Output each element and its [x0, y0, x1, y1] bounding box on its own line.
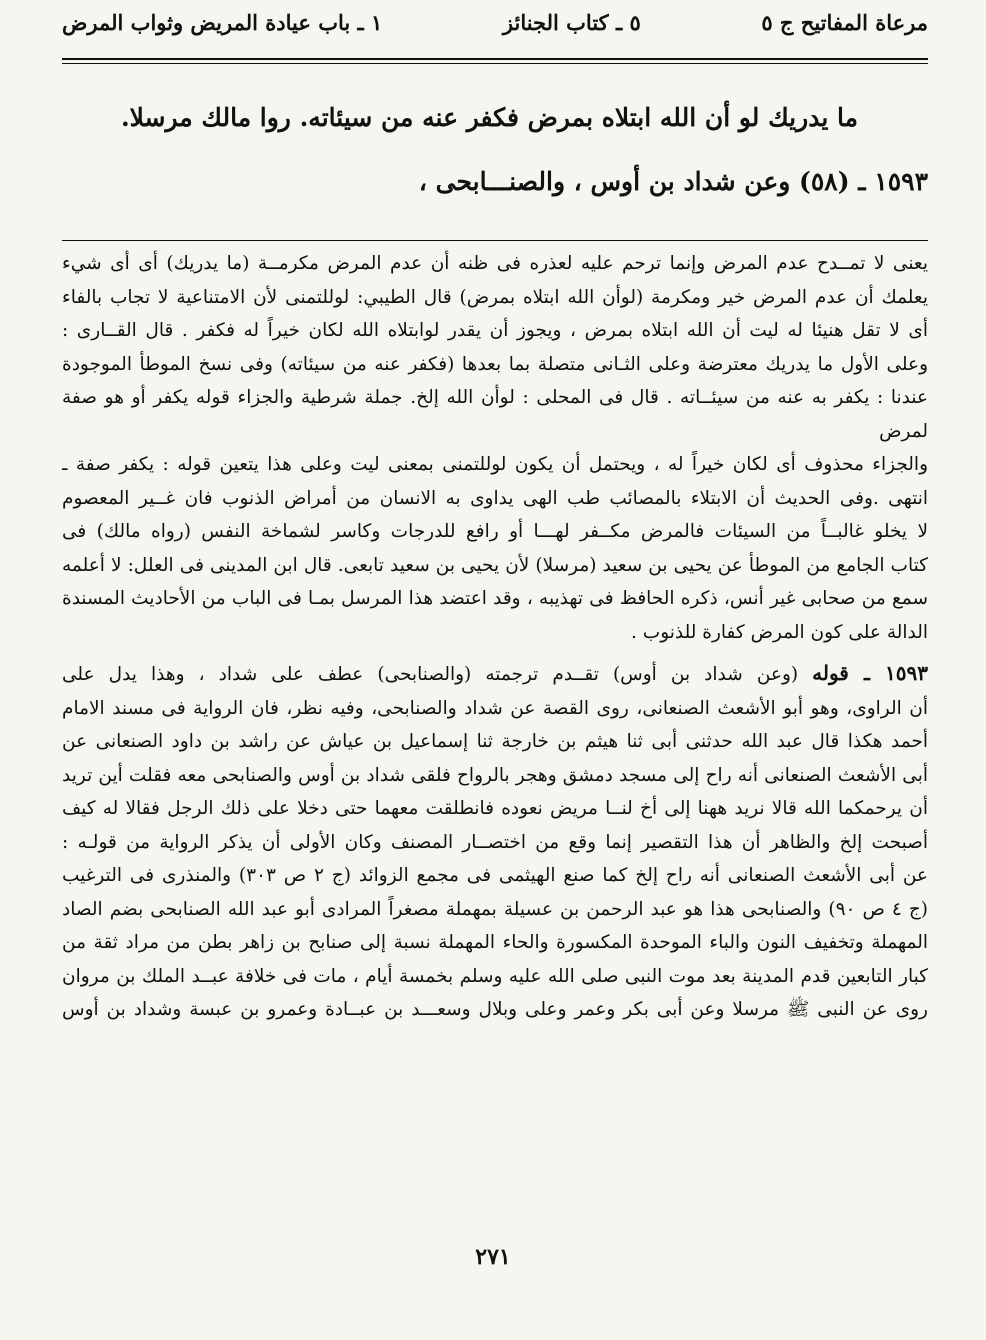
commentary-line: المهملة وتخفيف النون والباء الموحدة المكسورة والحاء المهملة نسبة إلى صنابح بن زاهر بطن من مراد ثقة من: [62, 932, 928, 953]
commentary-line: يعلمك أن عدم المرض خير ومكرمة (لوأن الله ابتلاه بمرض) قال الطيبي: لوللتمنى لأن الامتناعية لا تجاب بالفاء: [62, 286, 928, 308]
commentary-line: عندنا : يكفر به عنه من سيئــاته . قال فى المحلى : لوأن الله إلخ. جملة شرطية والجزاء قوله يكفر أو هو صفة لمرض: [62, 387, 928, 442]
commentary-line: روى عن النبى ﷺ مرسلا وعن أبى بكر وعمر وعلى وبلال وسعـــد بن عبــادة وعمرو بن عبسة وشداد بن أوس: [62, 999, 928, 1020]
commentary-line-text: (وعن شداد بن أوس) تقــدم ترجمته (والصنابحى) عطف على شداد ، وهذا يدل على: [62, 664, 799, 685]
commentary: [62, 247, 928, 1027]
hadith-text: [62, 86, 928, 214]
commentary-line: يعنى لا تمــدح عدم المرض وإنما ترحم عليه لعذره فى ظنه أن عدم المرض مكرمــة (ما يدريك) أى أى شيء: [62, 253, 928, 274]
commentary-line: وعلى الأول ما يدريك معترضة وعلى الثـانى متصلة بما بعدها (فكفر عنه من سيئاته) وفى نسخ الموطأ الموجودة: [62, 353, 928, 375]
running-header: [62, 10, 928, 54]
commentary-line: [62, 657, 928, 692]
hadith-line-1: ما يدريك لو أن الله ابتلاه بمرض فكفر عنه من سيئاته. روا مالك مرسلا.: [120, 103, 858, 132]
header-rule: [62, 58, 928, 60]
commentary-line: أى لا تقل هنيئا له ليت أن الله ابتلاه بمرض ، ويجوز أن يقدر لوابتلاه الله لكان خيراً له فكفر . قال القــارى :: [62, 320, 928, 341]
header-rule-thin: [62, 63, 928, 64]
commentary-line: (ج ٤ ص ٩٠) والصنابحى هذا هو عبد الرحمن بن عسيلة بمهملة مصغراً المرادى أبو عبد الله الصنابحى بضم الصاد: [62, 898, 928, 920]
section-title: ١ ـ باب عيادة المريض وثواب المرض: [62, 10, 383, 35]
book-title: مرعاة المفاتيح ج ٥: [761, 10, 928, 35]
commentary-line: كبار التابعين قدم المدينة بعد موت النبى صلى الله عليه وسلم بخمسة أيام ، مات فى خلافة عبــد الملك بن مروان: [62, 965, 928, 987]
commentary-line: والجزاء محذوف أى لكان خيراً له ، ويحتمل أن يكون لوللتمنى بمعنى ليت وعلى هذا يتعين قوله : يكفر صفة ـ: [62, 454, 928, 475]
commentary-line: الدالة على كون المرض كفارة للذنوب .: [631, 621, 928, 643]
commentary-line: لا يخلو غالبــاً من السيئات فالمرض مكــفر لهـــا أو رافع للدرجات وكاسر لشماخة النفس (رواه مالك) فى: [62, 521, 928, 542]
commentary-lead: ١٥٩٣ ـ قوله: [812, 661, 928, 685]
commentary-line: أحمد هكذا قال عبد الله حدثنى أبى ثنا هيثم بن خارجة ثنا إسماعيل بن عياش عن راشد بن داود الصنعانى عن: [62, 731, 929, 752]
commentary-line: أن الراوى، وهو أبو الأشعث الصنعانى، روى القصة عن شداد والصنابحى، وفيه نظر، فان الرواية فى مسند الامام: [62, 697, 928, 719]
commentary-line: عن أبى الأشعث الصنعانى أنه راح إلخ كما صنع الهيثمى فى مجمع الزوائد (ج ٢ ص ٣٠٣) والمنذرى فى الترغيب: [62, 865, 928, 886]
hadith-line-2: ١٥٩٣ ـ (٥٨) وعن شداد بن أوس ، والصنـــابحى ،: [418, 167, 928, 196]
commentary-line: كتاب الجامع من الموطأ عن يحيى بن سعيد (مرسلا) لأن يحيى بن سعيد تابعى. قال ابن المدينى فى العلل: لا أعلمه: [62, 554, 928, 576]
commentary-line: انتهى .وفى الحديث أن الابتلاء بالمصائب طب الهى يداوى به الانسان من أمراض الذنوب فان غــير المعصوم: [62, 487, 928, 509]
chapter-title: ٥ ـ كتاب الجنائز: [502, 10, 641, 35]
commentary-line: أبى الأشعث الصنعانى أنه راح إلى مسجد دمشق وهجر بالرواح فلقى شداد بن أوس والصنابحى معه فقلت أين تريد: [62, 764, 928, 786]
commentary-line: أن يرحمكما الله قالا نريد ههنا إلى أخ لنــا مريض نعوده فانطلقت معهما حتى دخلا على ذلك الرجل فقالا له كيف: [62, 798, 928, 819]
commentary-line: أصبحت إلخ والظاهر أن هذا التقصير إنما وقع من اختصــار المصنف وكان الأولى أن يذكر الرواية من قولـه :: [62, 831, 928, 853]
page-number: ٢٧١: [475, 1244, 511, 1270]
commentary-line: سمع من صحابى غير أنس، ذكره الحافظ فى تهذيبه ، وقد اعتضد هذا المرسل بمـا فى الباب من الأحاديث المسندة: [62, 588, 928, 609]
commentary-divider: [62, 240, 928, 241]
